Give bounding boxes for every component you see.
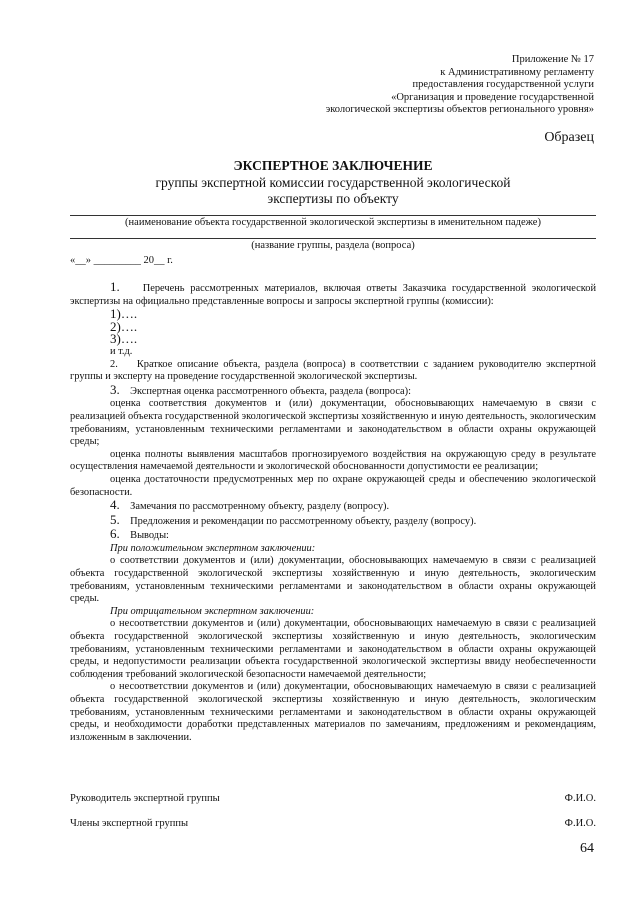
negative-text: о несоответствии документов и (или) документации, обосновывающих намечаемую в связи с реализацией объекта государственной экологической экспертизы хозяйственную и иную деятельность, экологическим требованиям, установленным техническими регламентами и законодательством в области охраны окружающей среды, и недопустимости реализации объекта государственной экологической экспертизы ввиду необеспеченности соблюдения требований экологической безопасности намечаемой деятельности;	[70, 618, 596, 680]
signature-label: Члены экспертной группы	[70, 818, 189, 829]
item-text: Предложения и рекомендации по рассмотренному объекту, разделу (вопросу).	[130, 515, 477, 527]
document-title	[70, 158, 596, 208]
document-body	[70, 281, 596, 744]
list-entry: 3)….	[110, 331, 138, 347]
title-sub: экспертизы по объекту	[267, 191, 399, 206]
annex-line: Приложение № 17	[511, 54, 594, 65]
item-number: 6.	[110, 526, 120, 542]
list-entry: 1)….	[110, 306, 138, 322]
item-text: Замечания по рассмотренному объекту, разделу (вопросу).	[130, 501, 390, 513]
date-line: «__» _________ 20__ г.	[70, 255, 173, 266]
annex-line: предоставления государственной услуги	[412, 79, 594, 91]
evaluation-item: оценка полноты выявления масштабов прогнозируемого воздействия на окружающую среду в результате осуществления намечаемой деятельности и экологической обоснованности допустимости ее реализации;	[70, 448, 596, 473]
sample-label: Образец	[544, 130, 594, 145]
annex-line: экологической экспертизы объектов регионального уровня»	[325, 104, 594, 116]
signature-head	[70, 793, 596, 804]
positive-heading: При положительном экспертном заключении:	[110, 542, 316, 554]
title-sub: группы экспертной комиссии государственной экологической	[155, 174, 511, 190]
item-text: Экспертная оценка рассмотренного объекта, раздела (вопроса):	[130, 385, 412, 397]
page-number: 64	[580, 841, 594, 856]
item-4	[70, 499, 596, 514]
item-number: 4.	[110, 497, 120, 513]
annex-line: «Организация и проведение государственной	[391, 91, 594, 103]
list-etc: и т.д.	[110, 345, 133, 357]
item-text: Выводы:	[130, 530, 169, 542]
item-6	[70, 528, 596, 543]
item-text: Краткое описание объекта, раздела (вопроса) в соответствии с заданием руководителю экспертной группы и эксперту на проведение государственной экологической экспертизы.	[70, 358, 596, 383]
annex-line: к Административному регламенту	[440, 66, 594, 78]
negative-text: о несоответствии документов и (или) документации, обосновывающих намечаемую в связи с реализацией объекта государственной экологической экспертизы хозяйственную и иную деятельность, экологическим требованиям, установленным техническими регламентами и законодательством в области охраны окружающей среды, и необходимости доработки представленных материалов по замечаниям, предложениям и рекомендациям, изложенным в заключении.	[70, 681, 596, 743]
item-number: 2.	[110, 358, 118, 370]
signature-members	[70, 818, 596, 829]
signature-label: Руководитель экспертной группы	[70, 793, 220, 804]
object-name-caption: (наименование объекта государственной экологической экспертизы в именительном падеже)	[70, 215, 596, 228]
list-entry: 2)….	[110, 318, 138, 334]
item-number: 3.	[110, 381, 120, 397]
item-1	[70, 281, 596, 308]
item-2	[70, 359, 596, 384]
signature-fio: Ф.И.О.	[564, 818, 596, 829]
group-name-caption: (название группы, раздела (вопроса)	[70, 238, 596, 251]
item-3	[70, 381, 596, 399]
negative-heading: При отрицательном экспертном заключении:	[110, 605, 315, 617]
annex-header	[294, 54, 594, 117]
evaluation-item: оценка достаточности предусмотренных мер по охране окружающей среды и обеспечению экологической безопасности.	[70, 473, 596, 498]
item-text: Перечень рассмотренных материалов, включая ответы Заказчика государственной экологической экспертизы на официально представленные вопросы и запросы экспертной группы (комиссии):	[70, 283, 597, 307]
signature-fio: Ф.И.О.	[564, 793, 596, 804]
title-main: ЭКСПЕРТНОЕ ЗАКЛЮЧЕНИЕ	[233, 158, 433, 173]
item-number: 1.	[110, 279, 120, 294]
item-number: 5.	[110, 511, 120, 527]
evaluation-item: оценка соответствия документов и (или) документации, обосновывающих намечаемую в связи с реализацией объекта государственной экологической экспертизы хозяйственную и иную деятельность, экологическим требованиям, установленным техническими регламентами и законодательством в области охраны окружающей среды;	[70, 398, 596, 448]
positive-text: о соответствии документов и (или) документации, обосновывающих намечаемую в связи с реализацией объекта государственной экологической экспертизы хозяйственную и иную деятельность, экологическим требованиям, установленным техническими регламентами и законодательством в области охраны окружающей среды.	[70, 555, 596, 605]
item-5	[70, 511, 596, 529]
